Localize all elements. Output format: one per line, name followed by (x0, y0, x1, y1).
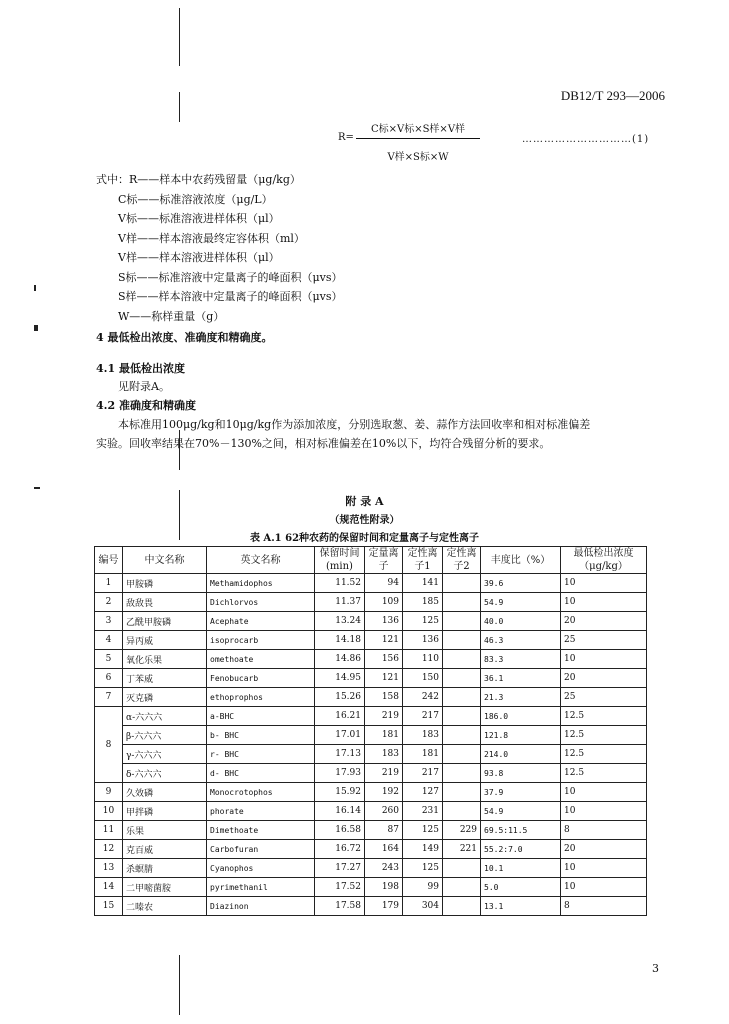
table-row (95, 745, 647, 764)
cell-qual-ion-2 (443, 878, 481, 897)
cell-abundance-ratio: 37.9 (481, 783, 561, 802)
scan-margin-mark (34, 325, 38, 331)
cell-lod: 20 (561, 612, 647, 631)
cell-no: 11 (95, 821, 123, 840)
cell-abundance-ratio: 69.5:11.5 (481, 821, 561, 840)
cell-lod: 10 (561, 783, 647, 802)
cell-cn-name: 灭克磷 (123, 688, 207, 707)
cell-en-name: Fenobucarb (207, 669, 315, 688)
cell-qual-ion-1: 150 (403, 669, 443, 688)
table-row (95, 650, 647, 669)
cell-retention-time: 14.18 (315, 631, 365, 650)
cell-lod: 12.5 (561, 707, 647, 726)
cell-cn-name: 氧化乐果 (123, 650, 207, 669)
cell-cn-name: 异丙威 (123, 631, 207, 650)
formula-numerator: C标×V标×S样×V样 (370, 124, 466, 135)
table-row (95, 669, 647, 688)
cell-lod: 10 (561, 878, 647, 897)
cell-quant-ion: 198 (365, 878, 403, 897)
definition-item: S标——标准溶液中定量离子的峰面积（μvs） (118, 270, 343, 284)
cell-lod: 10 (561, 574, 647, 593)
cell-lod: 25 (561, 631, 647, 650)
table-row (95, 764, 647, 783)
cell-qual-ion-2 (443, 669, 481, 688)
cell-lod: 10 (561, 650, 647, 669)
cell-en-name: isoprocarb (207, 631, 315, 650)
cell-cn-name: 乙酰甲胺磷 (123, 612, 207, 631)
cell-en-name: ethoprophos (207, 688, 315, 707)
cell-lod: 10 (561, 593, 647, 612)
cell-cn-name: 乐果 (123, 821, 207, 840)
appendix-title: 附 录 A (345, 495, 384, 508)
cell-qual-ion-1: 181 (403, 745, 443, 764)
cell-no: 2 (95, 593, 123, 612)
section-4-1-body: 见附录A。 (118, 380, 170, 393)
cell-qual-ion-1: 242 (403, 688, 443, 707)
table-row (95, 802, 647, 821)
cell-lod: 8 (561, 821, 647, 840)
header-en-name: 英文名称 (207, 547, 315, 574)
cell-quant-ion: 121 (365, 631, 403, 650)
header-no: 编号 (95, 547, 123, 574)
definition-item: W——称样重量（g） (118, 309, 225, 323)
cell-retention-time: 15.26 (315, 688, 365, 707)
section-4-heading: 4 最低检出浓度、准确度和精确度。 (96, 331, 273, 344)
table-row (95, 631, 647, 650)
table-row (95, 878, 647, 897)
cell-cn-name: 丁苯威 (123, 669, 207, 688)
cell-qual-ion-2 (443, 650, 481, 669)
cell-qual-ion-1: 136 (403, 631, 443, 650)
cell-retention-time: 16.14 (315, 802, 365, 821)
cell-quant-ion: 260 (365, 802, 403, 821)
cell-no: 13 (95, 859, 123, 878)
cell-lod: 12.5 (561, 745, 647, 764)
cell-no: 7 (95, 688, 123, 707)
cell-en-name: Diazinon (207, 897, 315, 916)
cell-abundance-ratio: 214.0 (481, 745, 561, 764)
definition-item: V样——样本溶液最终定容体积（ml） (118, 231, 305, 245)
scan-margin-mark (34, 285, 36, 291)
cell-quant-ion: 158 (365, 688, 403, 707)
cell-en-name: Dichlorvos (207, 593, 315, 612)
cell-en-name: Methamidophos (207, 574, 315, 593)
header-qual-ion-1: 定性离子1 (403, 547, 443, 574)
cell-retention-time: 17.27 (315, 859, 365, 878)
document-id: DB12/T 293—2006 (560, 88, 665, 103)
cell-no: 14 (95, 878, 123, 897)
cell-quant-ion: 243 (365, 859, 403, 878)
cell-qual-ion-1: 217 (403, 764, 443, 783)
pesticide-table (94, 546, 647, 916)
cell-cn-name: 甲拌磷 (123, 802, 207, 821)
table-header-row (95, 547, 647, 574)
cell-retention-time: 16.21 (315, 707, 365, 726)
cell-abundance-ratio: 83.3 (481, 650, 561, 669)
cell-cn-name: α-六六六 (123, 707, 207, 726)
definition-item: V样——样本溶液进样体积（μl） (118, 251, 280, 264)
header-cn-name: 中文名称 (123, 547, 207, 574)
cell-cn-name: δ-六六六 (123, 764, 207, 783)
scan-margin-mark (34, 487, 40, 489)
section-4-2-heading: 4.2 准确度和精确度 (96, 399, 196, 412)
cell-no: 15 (95, 897, 123, 916)
cell-cn-name: γ-六六六 (123, 745, 207, 764)
cell-qual-ion-2 (443, 707, 481, 726)
cell-lod: 8 (561, 897, 647, 916)
definitions (96, 170, 343, 326)
definition-item: V标——标准溶液进样体积（μl） (118, 212, 280, 225)
cell-abundance-ratio: 13.1 (481, 897, 561, 916)
cell-qual-ion-1: 125 (403, 821, 443, 840)
cell-qual-ion-2: 221 (443, 840, 481, 859)
cell-qual-ion-2 (443, 764, 481, 783)
equation-number: …………………………(1) (522, 134, 650, 145)
cell-abundance-ratio: 54.9 (481, 593, 561, 612)
cell-retention-time: 16.72 (315, 840, 365, 859)
scan-rule-line (179, 92, 180, 122)
table-row (95, 707, 647, 726)
cell-qual-ion-2 (443, 783, 481, 802)
cell-abundance-ratio: 36.1 (481, 669, 561, 688)
header-quant-ion: 定量离子 (365, 547, 403, 574)
cell-abundance-ratio: 46.3 (481, 631, 561, 650)
cell-no: 4 (95, 631, 123, 650)
cell-en-name: omethoate (207, 650, 315, 669)
section-4-1-heading: 4.1 最低检出浓度 (96, 362, 185, 375)
cell-lod: 25 (561, 688, 647, 707)
cell-retention-time: 17.93 (315, 764, 365, 783)
cell-en-name: a-BHC (207, 707, 315, 726)
cell-lod: 10 (561, 859, 647, 878)
table-row (95, 726, 647, 745)
cell-qual-ion-1: 110 (403, 650, 443, 669)
cell-quant-ion: 164 (365, 840, 403, 859)
cell-qual-ion-1: 127 (403, 783, 443, 802)
cell-qual-ion-2 (443, 631, 481, 650)
cell-no: 1 (95, 574, 123, 593)
cell-cn-name: 敌敌畏 (123, 593, 207, 612)
cell-qual-ion-1: 141 (403, 574, 443, 593)
table-row (95, 897, 647, 916)
cell-retention-time: 16.58 (315, 821, 365, 840)
table-row (95, 821, 647, 840)
cell-retention-time: 14.86 (315, 650, 365, 669)
cell-cn-name: 甲胺磷 (123, 574, 207, 593)
cell-cn-name: 克百威 (123, 840, 207, 859)
cell-en-name: d- BHC (207, 764, 315, 783)
formula (338, 120, 678, 166)
cell-abundance-ratio: 54.9 (481, 802, 561, 821)
definition-item: C标——标准溶液浓度（μg/L） (118, 192, 273, 206)
cell-qual-ion-1: 99 (403, 878, 443, 897)
cell-abundance-ratio: 39.6 (481, 574, 561, 593)
cell-no: 12 (95, 840, 123, 859)
section-4-2-body: 本标准用100μg/kg和10μg/kg作为添加浓度，分别选取葱、姜、蒜作方法回收率和相对标准偏差 (118, 418, 591, 431)
cell-en-name: Monocrotophos (207, 783, 315, 802)
cell-en-name: pyrimethanil (207, 878, 315, 897)
cell-no: 8 (95, 707, 123, 783)
cell-qual-ion-2 (443, 574, 481, 593)
cell-quant-ion: 87 (365, 821, 403, 840)
scan-rule-line (179, 8, 180, 66)
cell-retention-time: 11.52 (315, 574, 365, 593)
cell-quant-ion: 179 (365, 897, 403, 916)
cell-lod: 10 (561, 802, 647, 821)
section-4-2-body: 实验。回收率结果在70%－130%之间，相对标准偏差在10%以下，均符合残留分析的要求。 (96, 437, 551, 450)
table-row (95, 593, 647, 612)
cell-qual-ion-1: 125 (403, 612, 443, 631)
table-row (95, 783, 647, 802)
fraction-bar (356, 138, 480, 139)
cell-en-name: phorate (207, 802, 315, 821)
cell-cn-name: 杀螟腈 (123, 859, 207, 878)
header-qual-ion-2: 定性离子2 (443, 547, 481, 574)
cell-no: 5 (95, 650, 123, 669)
cell-en-name: Acephate (207, 612, 315, 631)
cell-qual-ion-2 (443, 593, 481, 612)
cell-retention-time: 17.01 (315, 726, 365, 745)
cell-abundance-ratio: 40.0 (481, 612, 561, 631)
cell-retention-time: 11.37 (315, 593, 365, 612)
cell-cn-name: 二嗪农 (123, 897, 207, 916)
cell-qual-ion-1: 183 (403, 726, 443, 745)
cell-en-name: Cyanophos (207, 859, 315, 878)
cell-abundance-ratio: 55.2:7.0 (481, 840, 561, 859)
cell-no: 3 (95, 612, 123, 631)
table-title: 表 A.1 62种农药的保留时间和定量离子与定性离子 (249, 533, 480, 544)
cell-qual-ion-2 (443, 802, 481, 821)
cell-abundance-ratio: 10.1 (481, 859, 561, 878)
cell-en-name: Dimethoate (207, 821, 315, 840)
header-abundance-ratio: 丰度比（%） (481, 547, 561, 574)
cell-retention-time: 14.95 (315, 669, 365, 688)
cell-lod: 20 (561, 840, 647, 859)
cell-qual-ion-2: 229 (443, 821, 481, 840)
table-row (95, 688, 647, 707)
cell-abundance-ratio: 93.8 (481, 764, 561, 783)
cell-quant-ion: 109 (365, 593, 403, 612)
cell-lod: 12.5 (561, 726, 647, 745)
cell-qual-ion-2 (443, 859, 481, 878)
cell-qual-ion-1: 125 (403, 859, 443, 878)
cell-quant-ion: 219 (365, 707, 403, 726)
cell-quant-ion: 192 (365, 783, 403, 802)
cell-retention-time: 17.52 (315, 878, 365, 897)
header-lod: 最低检出浓度（μg/kg） (561, 547, 647, 574)
table-row (95, 840, 647, 859)
cell-abundance-ratio: 5.0 (481, 878, 561, 897)
cell-abundance-ratio: 186.0 (481, 707, 561, 726)
cell-en-name: b- BHC (207, 726, 315, 745)
formula-lhs: R= (338, 132, 354, 143)
cell-qual-ion-1: 149 (403, 840, 443, 859)
cell-en-name: r- BHC (207, 745, 315, 764)
definition-intro: 式中：R——样本中农药残留量（μg/kg） (96, 173, 301, 186)
cell-quant-ion: 156 (365, 650, 403, 669)
page-number: 3 (652, 962, 659, 975)
cell-qual-ion-2 (443, 612, 481, 631)
cell-quant-ion: 183 (365, 745, 403, 764)
cell-qual-ion-1: 185 (403, 593, 443, 612)
cell-qual-ion-1: 304 (403, 897, 443, 916)
cell-cn-name: 二甲嘧菌胺 (123, 878, 207, 897)
cell-abundance-ratio: 21.3 (481, 688, 561, 707)
formula-denominator: V样×S标×W (387, 152, 449, 163)
cell-retention-time: 15.92 (315, 783, 365, 802)
cell-qual-ion-2 (443, 745, 481, 764)
cell-quant-ion: 94 (365, 574, 403, 593)
cell-lod: 20 (561, 669, 647, 688)
cell-retention-time: 13.24 (315, 612, 365, 631)
cell-cn-name: 久效磷 (123, 783, 207, 802)
scan-rule-line (179, 955, 180, 1015)
cell-en-name: Carbofuran (207, 840, 315, 859)
cell-lod: 12.5 (561, 764, 647, 783)
header-retention-time: 保留时间(min) (315, 547, 365, 574)
cell-no: 6 (95, 669, 123, 688)
cell-quant-ion: 181 (365, 726, 403, 745)
definition-item: S样——样本溶液中定量离子的峰面积（μvs） (118, 290, 343, 303)
cell-abundance-ratio: 121.8 (481, 726, 561, 745)
cell-retention-time: 17.13 (315, 745, 365, 764)
cell-retention-time: 17.58 (315, 897, 365, 916)
table-row (95, 612, 647, 631)
cell-quant-ion: 219 (365, 764, 403, 783)
cell-qual-ion-1: 231 (403, 802, 443, 821)
cell-quant-ion: 136 (365, 612, 403, 631)
cell-qual-ion-2 (443, 897, 481, 916)
table-row (95, 574, 647, 593)
cell-cn-name: β-六六六 (123, 726, 207, 745)
cell-qual-ion-1: 217 (403, 707, 443, 726)
cell-qual-ion-2 (443, 726, 481, 745)
table-row (95, 859, 647, 878)
appendix-subtitle: （规范性附录） (329, 515, 400, 526)
cell-no: 9 (95, 783, 123, 802)
cell-qual-ion-2 (443, 688, 481, 707)
cell-quant-ion: 121 (365, 669, 403, 688)
cell-no: 10 (95, 802, 123, 821)
